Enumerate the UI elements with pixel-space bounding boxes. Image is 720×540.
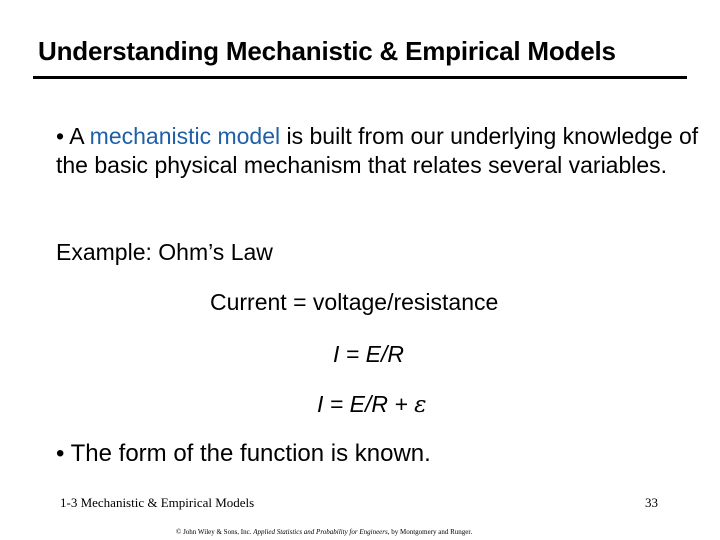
bullet-mechanistic-model <box>56 122 706 180</box>
slide-title: Understanding Mechanistic & Empirical Models <box>38 36 616 66</box>
bullet-marker: • <box>56 123 65 149</box>
highlight-term: mechanistic model <box>89 123 281 149</box>
equation-current: Current = voltage/resistance <box>210 289 499 315</box>
copyright-notice <box>176 528 472 536</box>
equation-ohm: I = E/R <box>333 341 404 367</box>
bullet-rest: is built from our underlying knowledge of the basic physical mechanism that relates several variables. <box>56 123 699 178</box>
page-number: 33 <box>645 495 658 510</box>
copyright-prefix: © John Wiley & Sons, Inc. <box>176 528 254 536</box>
example-label: Example: Ohm’s Law <box>56 239 273 265</box>
equation-ohm-error <box>317 390 427 420</box>
bullet-prefix: A <box>69 123 90 149</box>
epsilon-symbol: ε <box>414 392 427 418</box>
copyright-suffix: , by Montgomery and Runger. <box>387 528 473 536</box>
bullet-function-known: • The form of the function is known. <box>56 440 431 467</box>
equation-ohm-error-prefix: I = E/R + <box>317 391 415 417</box>
title-underline <box>33 76 687 79</box>
copyright-book-title: Applied Statistics and Probability for Engineers <box>253 528 388 536</box>
footer-section-label: 1-3 Mechanistic & Empirical Models <box>60 495 255 510</box>
